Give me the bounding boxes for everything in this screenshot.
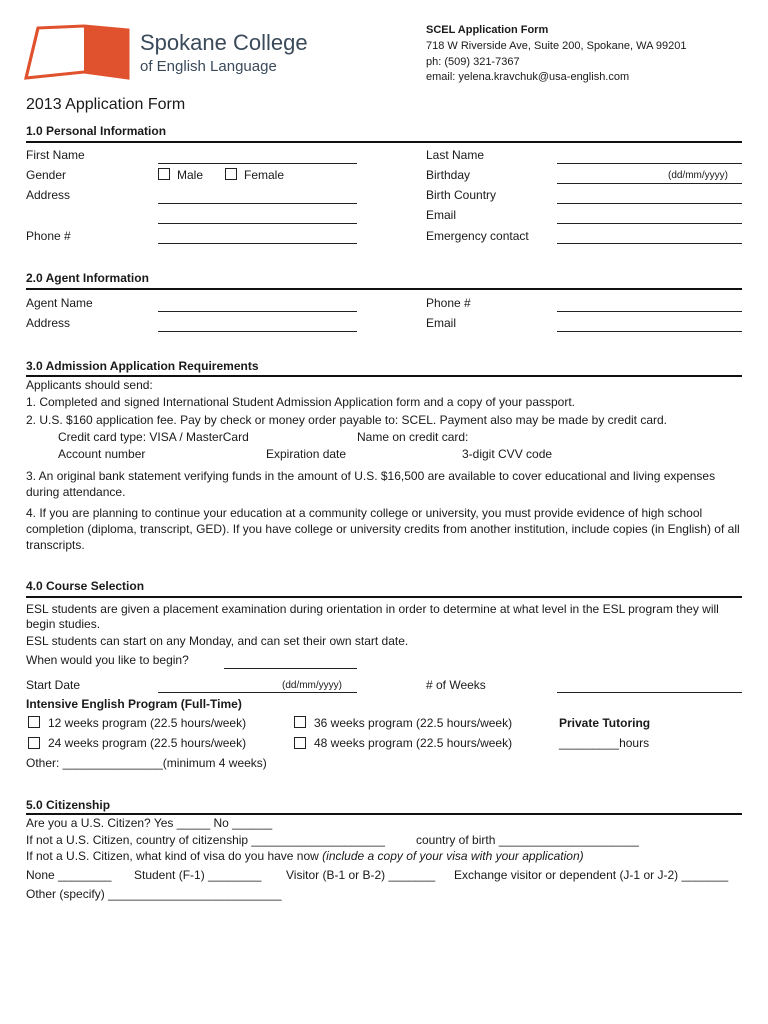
visa-none-field[interactable]: None ________	[26, 868, 112, 882]
program-12-checkbox[interactable]	[28, 716, 40, 728]
cvv-code: 3-digit CVV code	[462, 447, 553, 461]
visa-exchange-field[interactable]: Exchange visitor or dependent (J-1 or J-2) _______	[454, 868, 729, 882]
expiration-date: Expiration date	[266, 447, 347, 461]
tutoring-hours-field[interactable]: _________hours	[559, 736, 650, 750]
section-divider	[26, 813, 742, 815]
start-any-monday: ESL students can start on any Monday, and can set their own start date.	[26, 634, 409, 648]
begin-field[interactable]	[224, 668, 357, 669]
page-title: 2013 Application Form	[26, 96, 186, 113]
requirement-item-1: 1. Completed and signed International Student Admission Application form and a copy of your passport.	[26, 395, 575, 409]
credit-card-type: Credit card type: VISA / MasterCard	[58, 430, 249, 444]
label-phone: Phone #	[26, 229, 71, 243]
label-birth-country: Birth Country	[426, 188, 497, 202]
birthday-date-hint: (dd/mm/yyyy)	[668, 170, 728, 181]
label-first-name: First Name	[26, 148, 85, 162]
section-heading-agent: 2.0 Agent Information	[26, 271, 149, 285]
program-36-checkbox[interactable]	[294, 716, 306, 728]
label-last-name: Last Name	[426, 148, 485, 162]
label-agent-name: Agent Name	[26, 296, 93, 310]
agent-email-field[interactable]	[557, 331, 742, 332]
section-heading-course: 4.0 Course Selection	[26, 579, 145, 593]
start-date-field[interactable]	[158, 692, 357, 693]
birth-country-field[interactable]	[557, 203, 742, 204]
logo-name: Spokane College	[140, 30, 308, 55]
visa-question-text: If not a U.S. Citizen, what kind of visa do you have now	[26, 849, 323, 863]
requirements-intro: Applicants should send:	[26, 378, 153, 392]
us-citizen-question[interactable]: Are you a U.S. Citizen? Yes _____ No ______	[26, 816, 273, 830]
program-24-checkbox[interactable]	[28, 737, 40, 749]
logo-subtitle: of English Language	[140, 58, 277, 75]
section-divider	[26, 141, 742, 143]
program-36-label: 36 weeks program (22.5 hours/week)	[314, 716, 513, 730]
email-field[interactable]	[557, 223, 742, 224]
other-weeks-field[interactable]: Other: _______________(minimum 4 weeks)	[26, 756, 267, 770]
college-phone: ph: (509) 321-7367	[426, 56, 520, 68]
program-12-label: 12 weeks program (22.5 hours/week)	[48, 716, 247, 730]
label-start-date: Start Date	[26, 678, 81, 692]
name-on-credit-card: Name on credit card:	[357, 430, 469, 444]
label-emergency-contact: Emergency contact	[426, 229, 529, 243]
program-48-label: 48 weeks program (22.5 hours/week)	[314, 736, 513, 750]
label-address: Address	[26, 188, 71, 202]
visa-question	[26, 849, 584, 863]
country-of-birth-field[interactable]: country of birth _____________________	[416, 833, 639, 847]
label-agent-email: Email	[426, 316, 457, 330]
program-24-label: 24 weeks program (22.5 hours/week)	[48, 736, 247, 750]
start-date-hint: (dd/mm/yyyy)	[282, 680, 342, 691]
agent-address-field[interactable]	[158, 331, 357, 332]
visa-student-field[interactable]: Student (F-1) ________	[134, 868, 262, 882]
visa-note: (include a copy of your visa with your application)	[322, 849, 584, 863]
form-name: SCEL Application Form	[426, 24, 549, 36]
requirement-item-3: 3. An original bank statement verifying funds in the amount of U.S. $16,500 are available to cover educational and living expenses during attendance.	[26, 469, 716, 499]
female-checkbox[interactable]	[225, 168, 237, 180]
section-divider	[26, 596, 742, 598]
private-tutoring-heading: Private Tutoring	[559, 716, 651, 730]
section-heading-personal: 1.0 Personal Information	[26, 124, 167, 138]
section-heading-citizenship: 5.0 Citizenship	[26, 798, 111, 812]
requirement-item-4: 4. If you are planning to continue your education at a community college or university, you must provide evidence of high school completion (diploma, transcript, GED). If you have college or university credits from another institution, include copies (in English) of all transcripts.	[26, 506, 740, 552]
last-name-field[interactable]	[557, 163, 742, 164]
birthday-field[interactable]	[557, 183, 742, 184]
country-of-citizenship-field[interactable]: If not a U.S. Citizen, country of citizenship ____________________	[26, 833, 385, 847]
section-heading-admission: 3.0 Admission Application Requirements	[26, 359, 259, 373]
section-divider	[26, 375, 742, 377]
section-divider	[26, 288, 742, 290]
account-number: Account number	[58, 447, 146, 461]
label-birthday: Birthday	[426, 168, 471, 182]
label-weeks: # of Weeks	[426, 678, 486, 692]
label-when-begin: When would you like to begin?	[26, 653, 189, 667]
college-email: email: yelena.kravchuk@usa-english.com	[426, 71, 630, 83]
requirement-item-2: 2. U.S. $160 application fee. Pay by check or money order payable to: SCEL. Payment also may be made by credit card.	[26, 413, 668, 427]
agent-name-field[interactable]	[158, 311, 357, 312]
label-gender: Gender	[26, 168, 67, 182]
college-address: 718 W Riverside Ave, Suite 200, Spokane, WA 99201	[426, 40, 687, 52]
first-name-field[interactable]	[158, 163, 357, 164]
address-field-line2[interactable]	[158, 223, 357, 224]
label-female: Female	[244, 168, 285, 182]
weeks-field[interactable]	[557, 692, 742, 693]
placement-paragraph: ESL students are given a placement examination during orientation in order to determine at what level in the ESL program they will begin studies.	[26, 602, 719, 631]
visa-other-field[interactable]: Other (specify) __________________________	[26, 887, 282, 901]
label-email: Email	[426, 208, 457, 222]
label-agent-phone: Phone #	[426, 296, 471, 310]
agent-phone-field[interactable]	[557, 311, 742, 312]
phone-field[interactable]	[158, 243, 357, 244]
label-male: Male	[177, 168, 204, 182]
college-logo	[24, 20, 324, 84]
address-field-line1[interactable]	[158, 203, 357, 204]
program-48-checkbox[interactable]	[294, 737, 306, 749]
label-agent-address: Address	[26, 316, 71, 330]
emergency-contact-field[interactable]	[557, 243, 742, 244]
visa-visitor-field[interactable]: Visitor (B-1 or B-2) _______	[286, 868, 436, 882]
book-logo-icon	[24, 20, 136, 84]
iep-heading: Intensive English Program (Full-Time)	[26, 697, 242, 711]
male-checkbox[interactable]	[158, 168, 170, 180]
